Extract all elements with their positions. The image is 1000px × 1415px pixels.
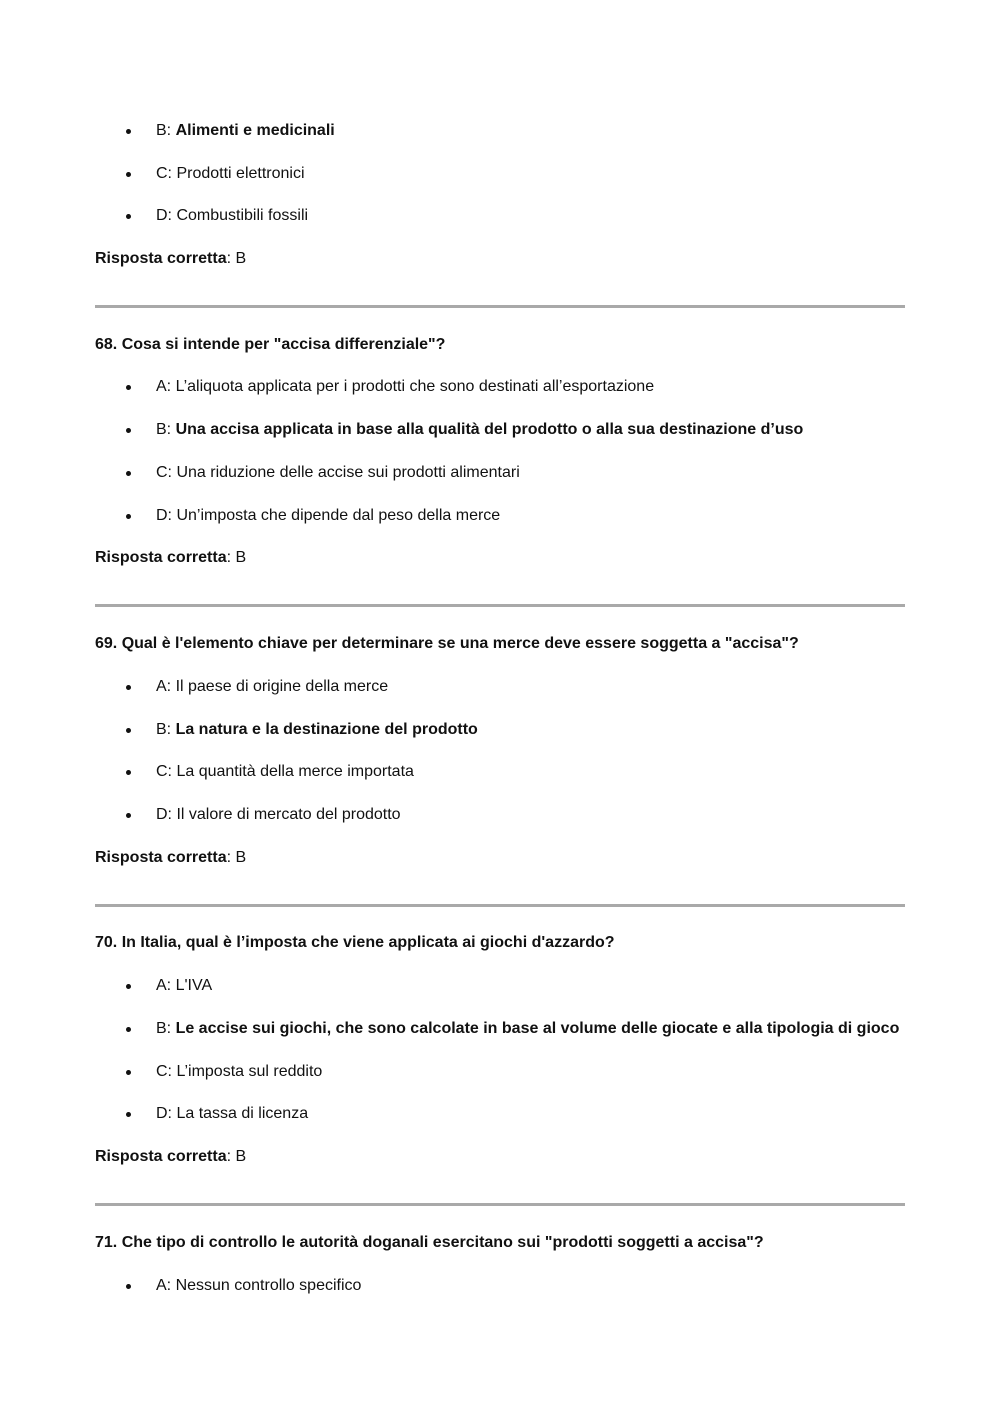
option-a [156,376,654,398]
correct-answer [95,1146,246,1168]
divider [95,904,905,907]
option-text: Prodotti elettronici [176,165,305,182]
option-prefix: B: [156,721,176,738]
option-prefix: B: [156,1020,176,1037]
option-text: L’aliquota applicata per i prodotti che sono destinati all’esportazione [175,378,655,395]
answer-value: : B [226,549,247,566]
answer-value: : B [226,250,247,267]
option-b [156,120,335,142]
option-text: Il valore di mercato del prodotto [176,806,401,823]
option-prefix: D: [156,507,177,524]
correct-answer [95,847,246,869]
option-d [156,505,500,527]
answer-label: Risposta corretta [95,849,227,866]
option-c [156,462,520,484]
option-b [156,419,803,441]
option-b [156,719,478,741]
option-text: La tassa di licenza [176,1105,309,1122]
option-prefix: A: [156,1277,176,1294]
option-text: Nessun controllo specifico [175,1277,362,1294]
option-prefix: C: [156,1063,177,1080]
option-text-correct: La natura e la destinazione del prodotto [175,721,478,738]
option-d [156,804,401,826]
option-text-correct: Alimenti e medicinali [175,122,335,139]
option-c [156,163,305,185]
option-text: Il paese di origine della merce [175,678,389,695]
divider [95,604,905,607]
option-text: Un’imposta che dipende dal peso della merce [176,507,501,524]
option-c [156,1061,322,1083]
option-prefix: A: [156,977,176,994]
option-a [156,1275,361,1297]
correct-answer [95,248,246,270]
option-text: L’imposta sul reddito [176,1063,323,1080]
question-71: 71. Che tipo di controllo le autorità doganali esercitano sui "prodotti soggetti a accisa"? [95,1234,764,1251]
option-text: La quantità della merce importata [176,763,414,780]
option-text: Combustibili fossili [176,207,309,224]
answer-label: Risposta corretta [95,250,227,267]
option-prefix: D: [156,806,177,823]
option-text-correct: Le accise sui giochi, che sono calcolate in base al volume delle giocate e alla tipologia di gioco [175,1020,900,1037]
option-prefix: D: [156,207,177,224]
option-prefix: A: [156,378,176,395]
option-a [156,975,212,997]
question-68: 68. Cosa si intende per "accisa differenziale"? [95,336,446,353]
option-prefix: A: [156,678,176,695]
option-prefix: B: [156,421,176,438]
option-d [156,205,308,227]
question-70: 70. In Italia, qual è l’imposta che viene applicata ai giochi d'azzardo? [95,934,615,951]
option-prefix: C: [156,763,177,780]
option-prefix: C: [156,165,177,182]
answer-label: Risposta corretta [95,1148,227,1165]
option-text: L'IVA [175,977,213,994]
option-text-correct: Una accisa applicata in base alla qualità del prodotto o alla sua destinazione d’uso [175,421,804,438]
answer-value: : B [226,849,247,866]
answer-label: Risposta corretta [95,549,227,566]
option-b [156,1018,899,1040]
option-prefix: C: [156,464,177,481]
answer-value: : B [226,1148,247,1165]
option-prefix: D: [156,1105,177,1122]
option-prefix: B: [156,122,176,139]
question-69: 69. Qual è l'elemento chiave per determinare se una merce deve essere soggetta a "accisa"? [95,635,799,652]
option-text: Una riduzione delle accise sui prodotti alimentari [176,464,520,481]
correct-answer [95,547,246,569]
divider [95,305,905,308]
option-c [156,761,414,783]
divider [95,1203,905,1206]
option-a [156,676,388,698]
option-d [156,1103,308,1125]
